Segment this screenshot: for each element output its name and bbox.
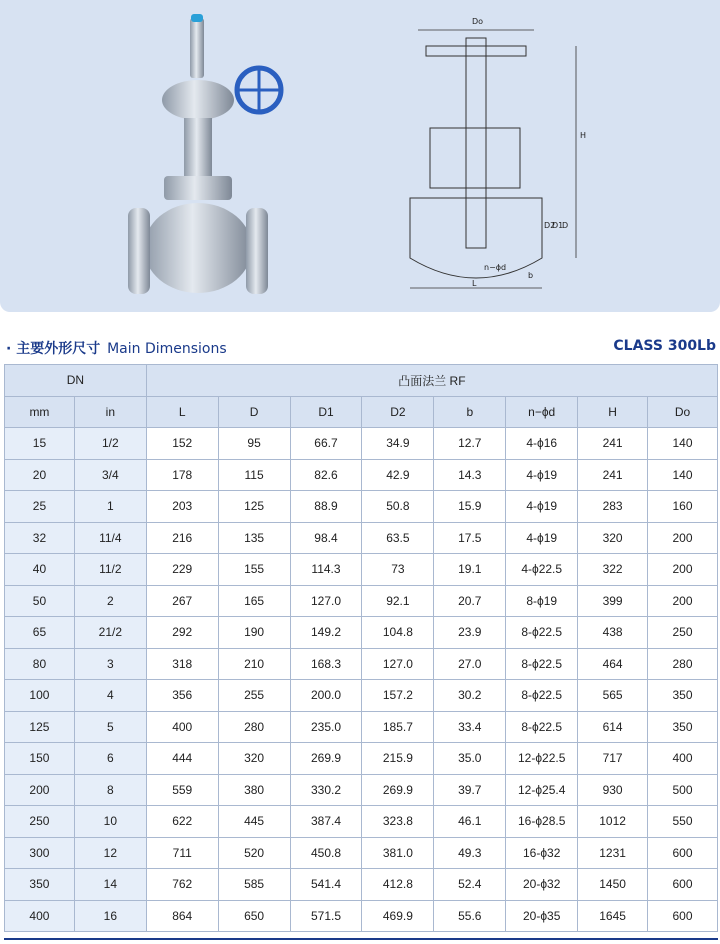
header-columns-row bbox=[5, 396, 718, 428]
table-cell: 571.5 bbox=[290, 900, 362, 932]
table-cell: 600 bbox=[648, 900, 718, 932]
table-cell: 1645 bbox=[578, 900, 648, 932]
table-cell: 4-ϕ19 bbox=[506, 459, 578, 491]
table-cell: 864 bbox=[146, 900, 218, 932]
table-cell: 3/4 bbox=[74, 459, 146, 491]
table-row bbox=[5, 648, 718, 680]
table-cell: 1/2 bbox=[74, 428, 146, 460]
table-cell: 241 bbox=[578, 459, 648, 491]
table-cell: 27.0 bbox=[434, 648, 506, 680]
table-cell: 20-ϕ32 bbox=[506, 869, 578, 901]
table-cell: 356 bbox=[146, 680, 218, 712]
table-cell: 215.9 bbox=[362, 743, 434, 775]
col-l: L bbox=[146, 396, 218, 428]
table-cell: 46.1 bbox=[434, 806, 506, 838]
table-cell: 125 bbox=[5, 711, 75, 743]
table-row bbox=[5, 459, 718, 491]
table-cell: 280 bbox=[218, 711, 290, 743]
table-cell: 280 bbox=[648, 648, 718, 680]
table-cell: 323.8 bbox=[362, 806, 434, 838]
table-cell: 469.9 bbox=[362, 900, 434, 932]
table-cell: 8-ϕ22.5 bbox=[506, 617, 578, 649]
table-cell: 330.2 bbox=[290, 774, 362, 806]
table-row bbox=[5, 522, 718, 554]
table-cell: 500 bbox=[648, 774, 718, 806]
col-nd: n−ϕd bbox=[506, 396, 578, 428]
table-cell: 380 bbox=[218, 774, 290, 806]
table-cell: 269.9 bbox=[290, 743, 362, 775]
table-row bbox=[5, 743, 718, 775]
table-cell: 55.6 bbox=[434, 900, 506, 932]
valve-photo bbox=[120, 8, 290, 308]
table-cell: 250 bbox=[648, 617, 718, 649]
label-d1: D1 bbox=[552, 221, 564, 230]
table-cell: 11/2 bbox=[74, 554, 146, 586]
table-cell: 241 bbox=[578, 428, 648, 460]
table-cell: 12.7 bbox=[434, 428, 506, 460]
label-b: b bbox=[528, 271, 534, 280]
table-cell: 318 bbox=[146, 648, 218, 680]
table-cell: 1231 bbox=[578, 837, 648, 869]
table-cell: 17.5 bbox=[434, 522, 506, 554]
table-cell: 8 bbox=[74, 774, 146, 806]
table-row bbox=[5, 837, 718, 869]
table-row bbox=[5, 774, 718, 806]
table-cell: 4-ϕ16 bbox=[506, 428, 578, 460]
table-cell: 157.2 bbox=[362, 680, 434, 712]
table-cell: 3 bbox=[74, 648, 146, 680]
table-cell: 20-ϕ35 bbox=[506, 900, 578, 932]
table-cell: 4-ϕ22.5 bbox=[506, 554, 578, 586]
table-cell: 559 bbox=[146, 774, 218, 806]
table-cell: 178 bbox=[146, 459, 218, 491]
table-cell: 165 bbox=[218, 585, 290, 617]
table-body bbox=[5, 428, 718, 932]
table-cell: 464 bbox=[578, 648, 648, 680]
table-cell: 8-ϕ22.5 bbox=[506, 680, 578, 712]
table-cell: 114.3 bbox=[290, 554, 362, 586]
section-title-cn: 主要外形尺寸 bbox=[16, 341, 101, 357]
header-rf: 凸面法兰 RF bbox=[146, 365, 717, 397]
table-cell: 19.1 bbox=[434, 554, 506, 586]
table-cell: 399 bbox=[578, 585, 648, 617]
table-cell: 35.0 bbox=[434, 743, 506, 775]
table-cell: 49.3 bbox=[434, 837, 506, 869]
table-cell: 5 bbox=[74, 711, 146, 743]
illustration-panel bbox=[0, 0, 720, 312]
table-cell: 8-ϕ22.5 bbox=[506, 648, 578, 680]
table-row bbox=[5, 711, 718, 743]
header-dn: DN bbox=[5, 365, 147, 397]
table-cell: 381.0 bbox=[362, 837, 434, 869]
table-cell: 140 bbox=[648, 459, 718, 491]
table-cell: 160 bbox=[648, 491, 718, 523]
table-cell: 82.6 bbox=[290, 459, 362, 491]
table-cell: 8-ϕ22.5 bbox=[506, 711, 578, 743]
table-cell: 135 bbox=[218, 522, 290, 554]
label-h: H bbox=[580, 131, 587, 140]
table-cell: 1012 bbox=[578, 806, 648, 838]
table-cell: 717 bbox=[578, 743, 648, 775]
table-cell: 150 bbox=[5, 743, 75, 775]
table-cell: 320 bbox=[218, 743, 290, 775]
pressure-class-label: CLASS 300Lb bbox=[613, 338, 716, 354]
table-cell: 66.7 bbox=[290, 428, 362, 460]
table-cell: 200 bbox=[5, 774, 75, 806]
table-cell: 350 bbox=[648, 711, 718, 743]
table-row bbox=[5, 900, 718, 932]
table-cell: 20.7 bbox=[434, 585, 506, 617]
table-cell: 15 bbox=[5, 428, 75, 460]
table-cell: 210 bbox=[218, 648, 290, 680]
label-l: L bbox=[472, 279, 477, 288]
table-cell: 300 bbox=[5, 837, 75, 869]
table-cell: 203 bbox=[146, 491, 218, 523]
table-cell: 200 bbox=[648, 585, 718, 617]
table-cell: 200 bbox=[648, 554, 718, 586]
table-cell: 65 bbox=[5, 617, 75, 649]
table-cell: 250 bbox=[5, 806, 75, 838]
table-cell: 14 bbox=[74, 869, 146, 901]
col-b: b bbox=[434, 396, 506, 428]
table-cell: 350 bbox=[648, 680, 718, 712]
table-cell: 216 bbox=[146, 522, 218, 554]
table-cell: 711 bbox=[146, 837, 218, 869]
table-cell: 15.9 bbox=[434, 491, 506, 523]
table-cell: 63.5 bbox=[362, 522, 434, 554]
table-cell: 585 bbox=[218, 869, 290, 901]
table-cell: 600 bbox=[648, 837, 718, 869]
col-d1: D1 bbox=[290, 396, 362, 428]
table-cell: 387.4 bbox=[290, 806, 362, 838]
table-cell: 10 bbox=[74, 806, 146, 838]
table-cell: 565 bbox=[578, 680, 648, 712]
table-cell: 16-ϕ28.5 bbox=[506, 806, 578, 838]
table-cell: 21/2 bbox=[74, 617, 146, 649]
table-cell: 267 bbox=[146, 585, 218, 617]
label-d: D bbox=[562, 221, 569, 230]
table-cell: 152 bbox=[146, 428, 218, 460]
section-title bbox=[6, 338, 227, 358]
table-cell: 600 bbox=[648, 869, 718, 901]
table-row bbox=[5, 491, 718, 523]
table-cell: 42.9 bbox=[362, 459, 434, 491]
table-row bbox=[5, 806, 718, 838]
table-cell: 283 bbox=[578, 491, 648, 523]
table-cell: 350 bbox=[5, 869, 75, 901]
table-cell: 8-ϕ19 bbox=[506, 585, 578, 617]
valve-section-drawing bbox=[400, 8, 600, 298]
col-mm: mm bbox=[5, 396, 75, 428]
table-cell: 445 bbox=[218, 806, 290, 838]
col-in: in bbox=[74, 396, 146, 428]
table-cell: 412.8 bbox=[362, 869, 434, 901]
table-cell: 4 bbox=[74, 680, 146, 712]
table-cell: 762 bbox=[146, 869, 218, 901]
table-row bbox=[5, 869, 718, 901]
table-cell: 6 bbox=[74, 743, 146, 775]
bottom-rule bbox=[4, 938, 718, 940]
table-cell: 438 bbox=[578, 617, 648, 649]
col-d2: D2 bbox=[362, 396, 434, 428]
table-cell: 95 bbox=[218, 428, 290, 460]
table-row bbox=[5, 680, 718, 712]
table-cell: 32 bbox=[5, 522, 75, 554]
section-bullet: · bbox=[6, 341, 12, 357]
table-cell: 23.9 bbox=[434, 617, 506, 649]
table-cell: 52.4 bbox=[434, 869, 506, 901]
table-cell: 229 bbox=[146, 554, 218, 586]
table-cell: 550 bbox=[648, 806, 718, 838]
table-cell: 14.3 bbox=[434, 459, 506, 491]
table-cell: 269.9 bbox=[362, 774, 434, 806]
table-cell: 292 bbox=[146, 617, 218, 649]
table-cell: 168.3 bbox=[290, 648, 362, 680]
table-cell: 20 bbox=[5, 459, 75, 491]
table-cell: 185.7 bbox=[362, 711, 434, 743]
table-cell: 4-ϕ19 bbox=[506, 491, 578, 523]
table-cell: 80 bbox=[5, 648, 75, 680]
table-cell: 450.8 bbox=[290, 837, 362, 869]
table-cell: 33.4 bbox=[434, 711, 506, 743]
dimensions-table bbox=[4, 364, 718, 932]
table-cell: 127.0 bbox=[362, 648, 434, 680]
table-cell: 650 bbox=[218, 900, 290, 932]
table-cell: 88.9 bbox=[290, 491, 362, 523]
table-cell: 190 bbox=[218, 617, 290, 649]
table-cell: 140 bbox=[648, 428, 718, 460]
section-header bbox=[0, 332, 720, 362]
table-cell: 12 bbox=[74, 837, 146, 869]
table-cell: 614 bbox=[578, 711, 648, 743]
table-cell: 73 bbox=[362, 554, 434, 586]
table-cell: 40 bbox=[5, 554, 75, 586]
label-d2: D2 bbox=[544, 221, 556, 230]
label-do: Do bbox=[472, 17, 484, 26]
table-cell: 39.7 bbox=[434, 774, 506, 806]
table-cell: 50 bbox=[5, 585, 75, 617]
table-cell: 255 bbox=[218, 680, 290, 712]
table-cell: 200.0 bbox=[290, 680, 362, 712]
table-cell: 322 bbox=[578, 554, 648, 586]
table-cell: 50.8 bbox=[362, 491, 434, 523]
table-cell: 34.9 bbox=[362, 428, 434, 460]
col-d: D bbox=[218, 396, 290, 428]
table-cell: 30.2 bbox=[434, 680, 506, 712]
label-nd: n−ϕd bbox=[484, 263, 507, 272]
table-cell: 98.4 bbox=[290, 522, 362, 554]
table-row bbox=[5, 617, 718, 649]
table-cell: 11/4 bbox=[74, 522, 146, 554]
table-cell: 200 bbox=[648, 522, 718, 554]
table-cell: 92.1 bbox=[362, 585, 434, 617]
table-cell: 115 bbox=[218, 459, 290, 491]
table-cell: 127.0 bbox=[290, 585, 362, 617]
table-row bbox=[5, 554, 718, 586]
table-cell: 400 bbox=[146, 711, 218, 743]
table-cell: 1450 bbox=[578, 869, 648, 901]
table-cell: 235.0 bbox=[290, 711, 362, 743]
table-cell: 541.4 bbox=[290, 869, 362, 901]
table-cell: 12-ϕ25.4 bbox=[506, 774, 578, 806]
table-row bbox=[5, 585, 718, 617]
table-cell: 16-ϕ32 bbox=[506, 837, 578, 869]
table-cell: 400 bbox=[5, 900, 75, 932]
table-cell: 622 bbox=[146, 806, 218, 838]
table-cell: 16 bbox=[74, 900, 146, 932]
table-cell: 1 bbox=[74, 491, 146, 523]
table-cell: 320 bbox=[578, 522, 648, 554]
table-cell: 104.8 bbox=[362, 617, 434, 649]
table-cell: 930 bbox=[578, 774, 648, 806]
table-cell: 125 bbox=[218, 491, 290, 523]
table-cell: 100 bbox=[5, 680, 75, 712]
table-cell: 2 bbox=[74, 585, 146, 617]
table-cell: 520 bbox=[218, 837, 290, 869]
table-row bbox=[5, 428, 718, 460]
table-cell: 4-ϕ19 bbox=[506, 522, 578, 554]
section-title-en: Main Dimensions bbox=[107, 341, 227, 357]
table-cell: 12-ϕ22.5 bbox=[506, 743, 578, 775]
col-h: H bbox=[578, 396, 648, 428]
table-cell: 155 bbox=[218, 554, 290, 586]
header-group-row bbox=[5, 365, 718, 397]
table-cell: 400 bbox=[648, 743, 718, 775]
table-cell: 444 bbox=[146, 743, 218, 775]
col-do: Do bbox=[648, 396, 718, 428]
table-cell: 25 bbox=[5, 491, 75, 523]
table-cell: 149.2 bbox=[290, 617, 362, 649]
